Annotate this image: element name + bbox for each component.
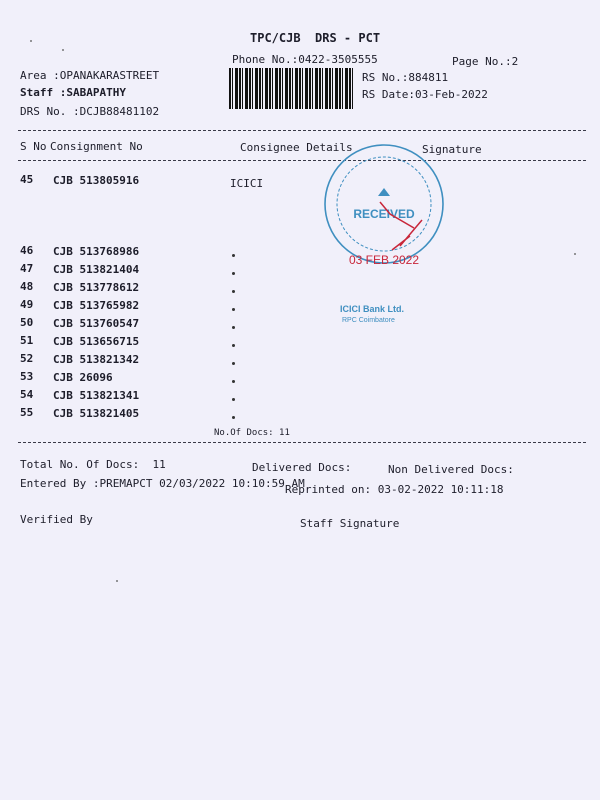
- row-sno: 54: [20, 388, 34, 401]
- rs-date: RS Date:03-Feb-2022: [362, 88, 488, 101]
- phone-number: Phone No.:0422-3505555: [232, 53, 378, 66]
- col-consignment: Consignment No: [50, 140, 143, 153]
- rs-number: RS No.:884811: [362, 71, 449, 84]
- row-consignment: CJB 513656715: [53, 335, 140, 348]
- verified-by: Verified By: [20, 513, 93, 526]
- entered-by: Entered By :PREMAPCT 02/03/2022 10:10:59 AM: [20, 477, 305, 490]
- docs-count: No.Of Docs: 11: [214, 428, 290, 438]
- page-number: Page No.:2: [452, 55, 519, 68]
- row-sno: 50: [20, 316, 34, 329]
- row-sno: 45: [20, 173, 34, 186]
- row-consignment: CJB 513805916: [53, 174, 140, 187]
- scan-speck: [574, 253, 576, 255]
- row-consignee: ICICI: [230, 177, 264, 190]
- consignee-mark: [232, 308, 235, 311]
- row-sno: 55: [20, 406, 34, 419]
- consignee-mark: [232, 380, 235, 383]
- staff-field: Staff :SABAPATHY: [20, 86, 126, 99]
- row-consignment: CJB 513821342: [53, 353, 140, 366]
- svg-text:RECEIVED: RECEIVED: [353, 207, 415, 221]
- staff-signature: Staff Signature: [300, 517, 400, 530]
- total-docs: Total No. Of Docs: 11: [20, 458, 166, 471]
- row-consignment: CJB 513760547: [53, 317, 140, 330]
- report-title: TPC/CJB DRS - PCT: [250, 31, 381, 45]
- consignee-mark: [232, 272, 235, 275]
- row-sno: 47: [20, 262, 34, 275]
- drs-number: DRS No. :DCJB88481102: [20, 105, 160, 118]
- divider: [18, 442, 586, 443]
- consignee-mark: [232, 398, 235, 401]
- row-sno: 53: [20, 370, 34, 383]
- row-sno: 46: [20, 244, 34, 257]
- consignee-mark: [232, 416, 235, 419]
- divider: [18, 160, 586, 161]
- col-consignee: Consignee Details: [240, 141, 353, 154]
- row-sno: 48: [20, 280, 34, 293]
- row-consignment: CJB 513821404: [53, 263, 140, 276]
- svg-text:03 FEB 2022: 03 FEB 2022: [348, 253, 420, 266]
- row-consignment: CJB 513821405: [53, 407, 140, 420]
- row-consignment: CJB 513821341: [53, 389, 140, 402]
- received-stamp: [322, 142, 446, 266]
- consignee-mark: [232, 326, 235, 329]
- non-delivered-docs: Non Delivered Docs:: [388, 463, 514, 476]
- reprinted-on: Reprinted on: 03-02-2022 10:11:18: [285, 483, 504, 496]
- consignee-mark: [232, 362, 235, 365]
- scan-speck: [30, 40, 32, 42]
- col-sno: S No: [20, 140, 47, 153]
- scan-speck: [116, 580, 118, 582]
- row-sno: 49: [20, 298, 34, 311]
- barcode: [229, 68, 353, 109]
- row-consignment: CJB 513768986: [53, 245, 140, 258]
- row-consignment: CJB 513778612: [53, 281, 140, 294]
- consignee-mark: [232, 344, 235, 347]
- stamp-branch: RPC Coimbatore: [342, 317, 395, 324]
- stamp-bank: ICICI Bank Ltd.: [340, 304, 405, 314]
- scan-speck: [62, 49, 64, 51]
- row-sno: 51: [20, 334, 34, 347]
- stamp-seal-icon: [322, 142, 446, 266]
- row-consignment: CJB 26096: [53, 371, 113, 384]
- divider: [18, 130, 586, 131]
- consignee-mark: [232, 254, 235, 257]
- row-consignment: CJB 513765982: [53, 299, 140, 312]
- row-sno: 52: [20, 352, 34, 365]
- delivered-docs: Delivered Docs:: [252, 461, 352, 474]
- area-field: Area :OPANAKARASTREET: [20, 69, 160, 82]
- col-signature: Signature: [422, 143, 482, 156]
- consignee-mark: [232, 290, 235, 293]
